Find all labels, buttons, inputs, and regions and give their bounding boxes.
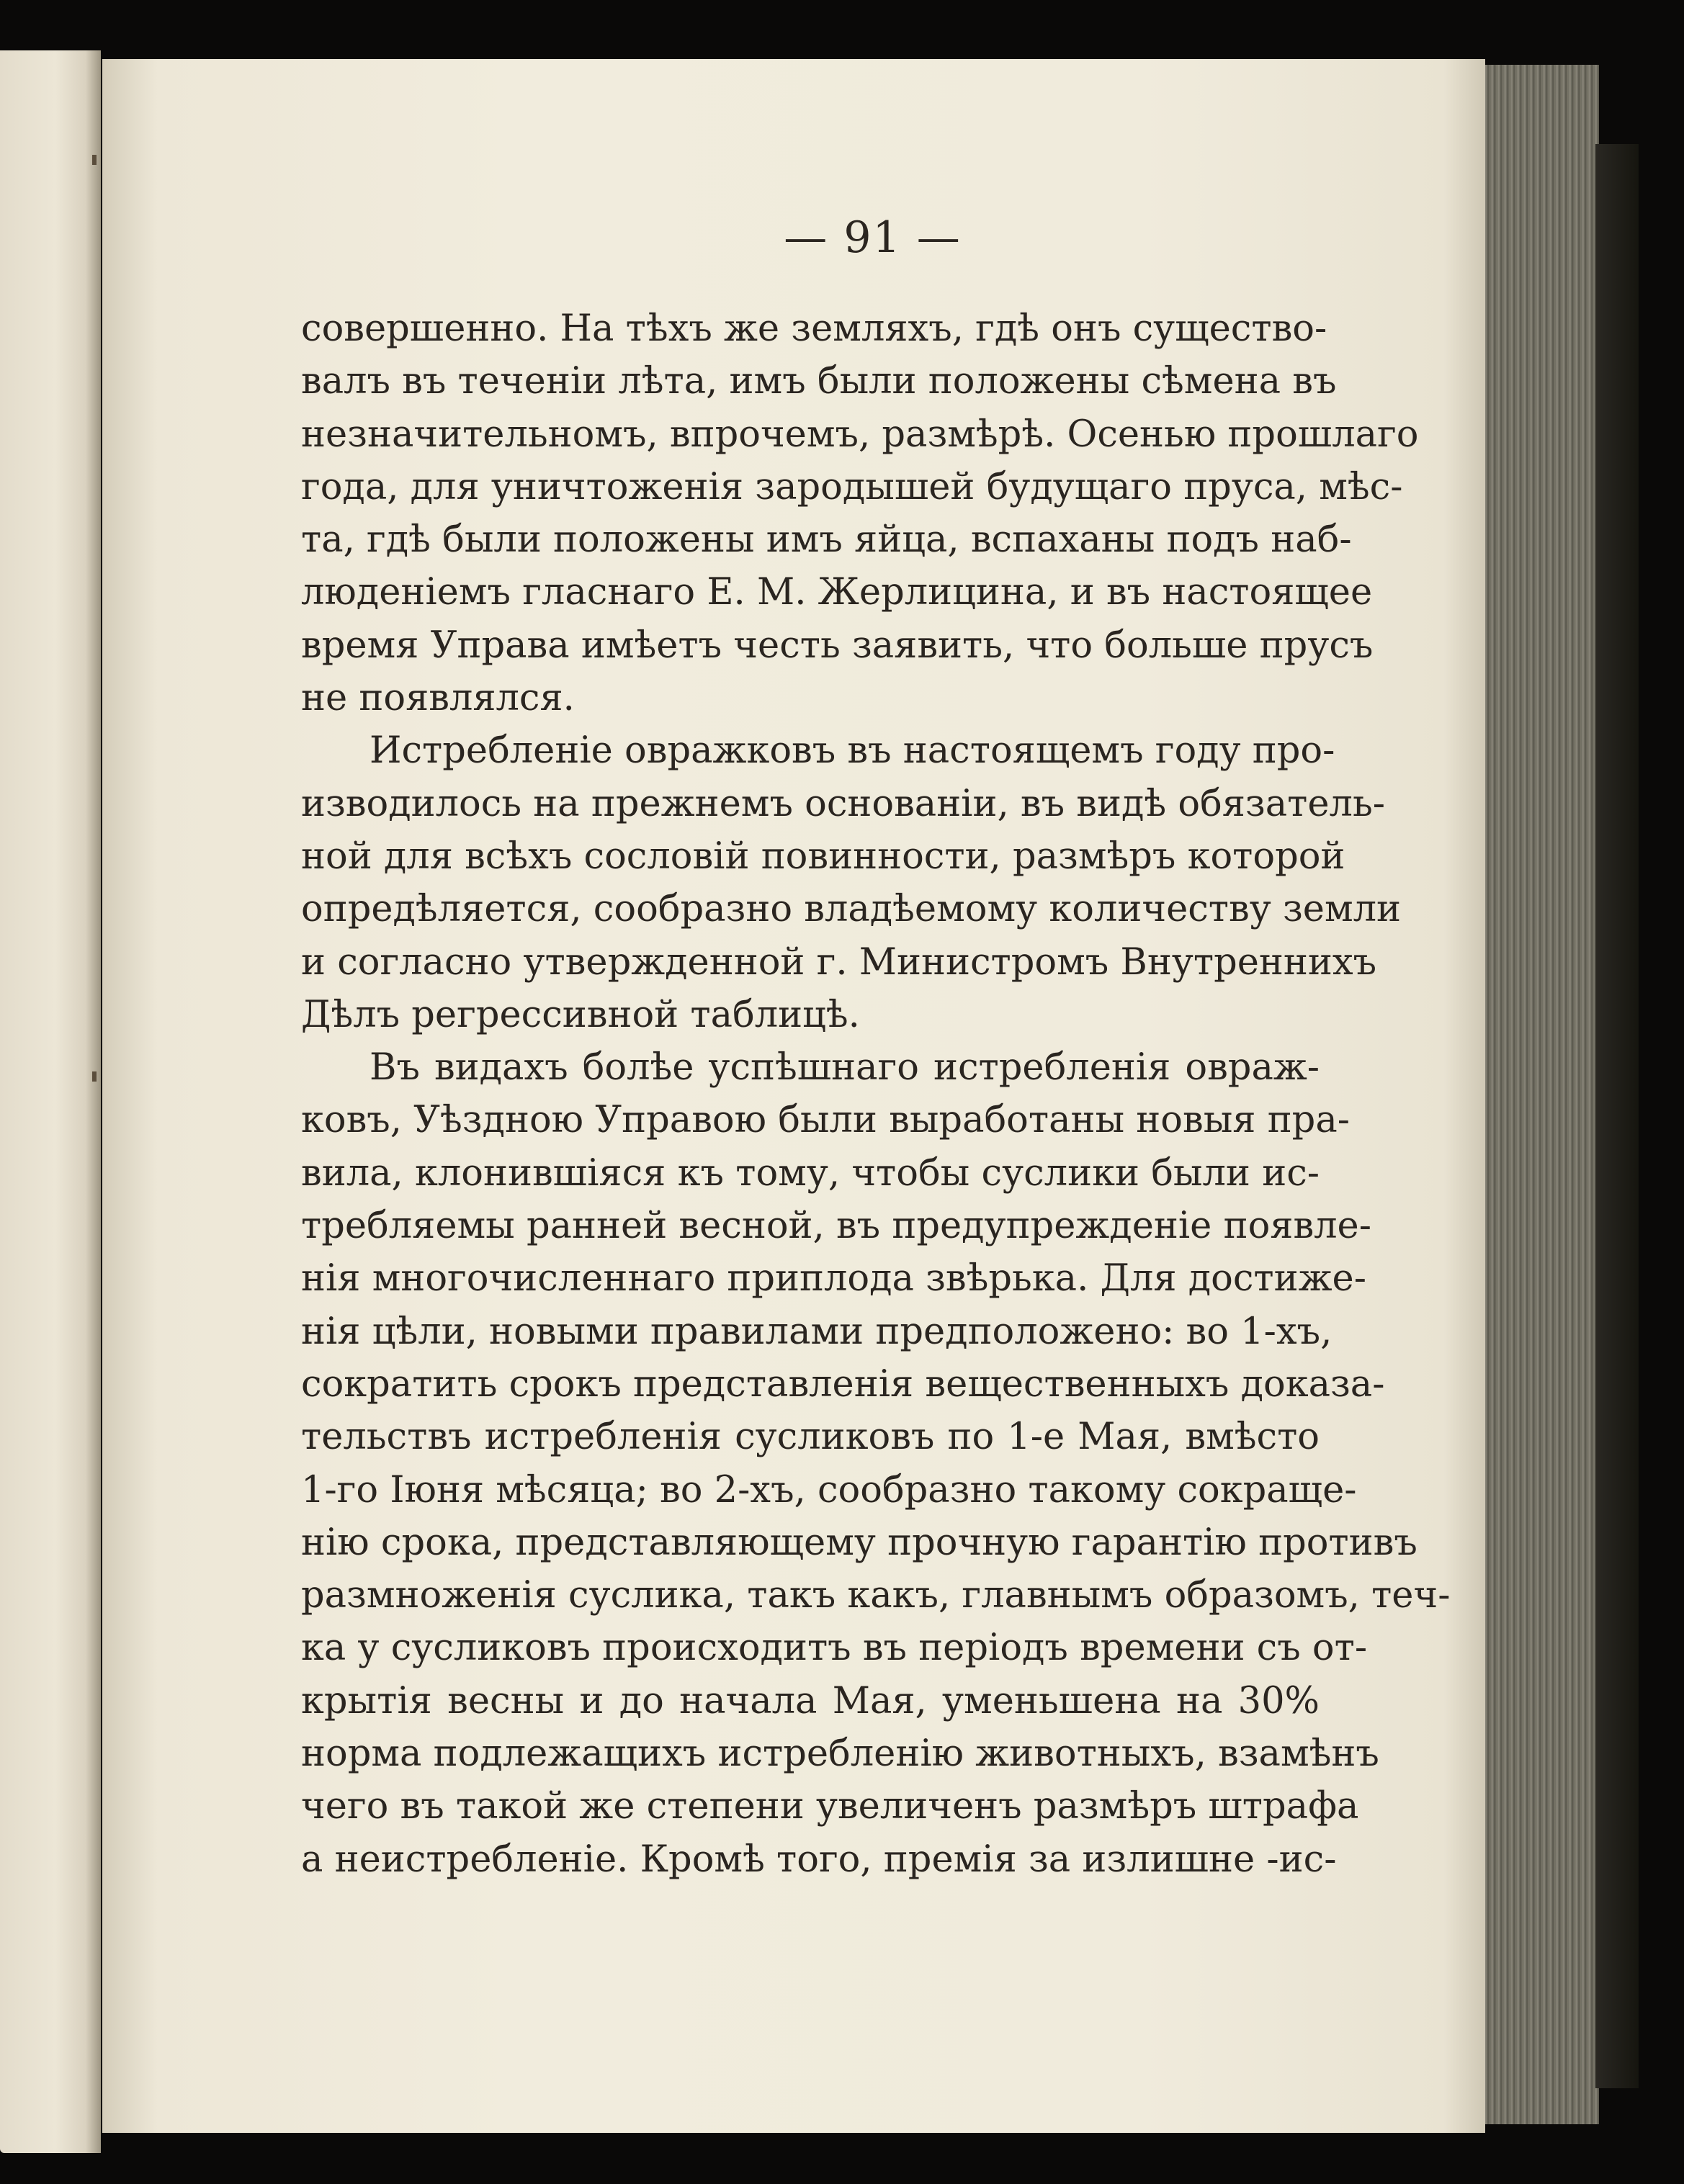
text-line: Дѣлъ регрессивной таблицѣ. — [301, 993, 860, 1036]
page-text — [301, 302, 1451, 1886]
text-line: года, для уничтоженія зародышей будущаго пруса, мѣс- — [301, 465, 1403, 508]
page-tab-mark — [92, 155, 97, 165]
text-line: чего въ такой же степени увеличенъ размѣръ штрафа — [301, 1785, 1359, 1828]
text-line: незначительномъ, впрочемъ, размѣрѣ. Осенью прошлаго — [301, 413, 1419, 456]
page-block-edge — [1484, 65, 1599, 2124]
text-line: не появлялся. — [301, 677, 575, 720]
text-line: нія многочисленнаго приплода звѣрька. Для достиже- — [301, 1257, 1366, 1300]
text-line: тельствъ истребленія сусликовъ по 1-е Мая, вмѣсто — [301, 1416, 1320, 1459]
text-line: сократить срокъ представленія вещественныхъ доказа- — [301, 1362, 1385, 1406]
text-line: валъ въ теченіи лѣта, имъ были положены сѣмена въ — [301, 360, 1337, 403]
text-line: размноженія суслика, такъ какъ, главнымъ образомъ, теч- — [301, 1574, 1451, 1617]
text-line: вила, клонившіяся къ тому, чтобы суслики были ис- — [301, 1151, 1320, 1195]
text-line: и согласно утвержденной г. Министромъ Внутреннихъ — [301, 940, 1377, 984]
page-number: — 91 — — [784, 212, 962, 263]
text-line: изводилось на прежнемъ основаніи, въ видѣ обязатель- — [301, 782, 1385, 825]
text-line: совершенно. На тѣхъ же земляхъ, гдѣ онъ существо- — [301, 307, 1327, 350]
text-line: люденіемъ гласнаго Е. М. Жерлицина, и въ настоящее — [301, 571, 1373, 614]
text-line: ной для всѣхъ сословій повинности, размѣръ которой — [301, 835, 1345, 878]
text-line: нію срока, представляющему прочную гарантію противъ — [301, 1521, 1417, 1564]
text-line: опредѣляется, сообразно владѣемому количеству земли — [301, 888, 1402, 931]
text-line: Истребленіе овражковъ въ настоящемъ году про- — [370, 729, 1335, 773]
text-line: нія цѣли, новыми правилами предположено: во 1-хъ, — [301, 1310, 1333, 1353]
text-line: ковъ, Уѣздною Управою были выработаны новыя пра- — [301, 1099, 1350, 1142]
text-line: ка у сусликовъ происходитъ въ періодъ времени съ от- — [301, 1627, 1368, 1670]
previous-page-edge — [0, 50, 101, 2153]
text-line: а неистребленіе. Кромѣ того, премія за излишне -ис- — [301, 1838, 1337, 1881]
text-line: норма подлежащихъ истребленію животныхъ, взамѣнъ — [301, 1733, 1379, 1776]
text-line: та, гдѣ были положены имъ яйца, вспаханы подъ наб- — [301, 518, 1352, 562]
text-line: 1-го Іюня мѣсяца; во 2-хъ, сообразно такому сокраще- — [301, 1468, 1357, 1511]
text-line: требляемы ранней весной, въ предупрежденіе появле- — [301, 1205, 1371, 1248]
book-cover-edge — [1595, 144, 1639, 2088]
text-line: Въ видахъ болѣе успѣшнаго истребленія овраж- — [370, 1046, 1320, 1089]
page-tab-mark — [92, 1071, 97, 1082]
text-line: крытія весны и до начала Мая, уменьшена на 30% — [301, 1679, 1320, 1722]
text-line: время Управа имѣетъ честь заявить, что больше прусъ — [301, 624, 1374, 667]
